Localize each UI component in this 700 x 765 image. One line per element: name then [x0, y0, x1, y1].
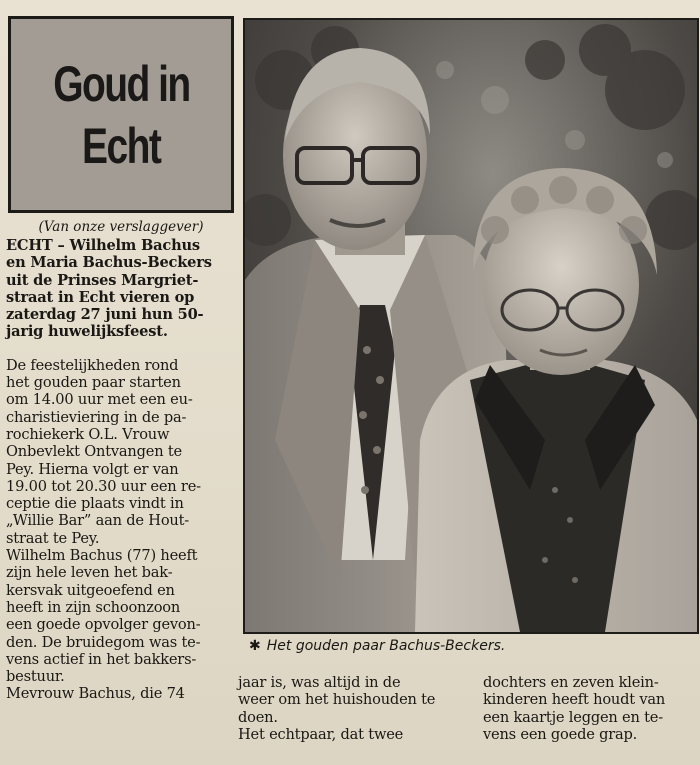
body-line: Pey. Hierna volgt er van [6, 460, 179, 478]
body-line: vens een goede grap. [483, 725, 638, 743]
body-line: Het echtpaar, dat twee [238, 725, 404, 743]
headline-line-1: Goud in [52, 55, 190, 112]
byline: (Van onze verslaggever) [38, 219, 204, 235]
body-line: 19.00 tot 20.30 uur een re- [6, 477, 201, 495]
photo-caption [249, 638, 689, 655]
body-line: een goede opvolger gevon- [6, 616, 201, 634]
body-line: om 14.00 uur met een eu- [6, 391, 193, 409]
lead-line: straat in Echt vieren op [6, 288, 195, 306]
caption-text: Het gouden paar Bachus-Beckers. [266, 638, 506, 654]
photo [243, 18, 699, 634]
body-line: rochiekerk O.L. Vrouw [6, 425, 170, 443]
body-line: „Willie Bar” aan de Hout- [6, 512, 189, 530]
lead-line: uit de Prinses Margriet- [6, 271, 199, 289]
body-line: Mevrouw Bachus, die 74 [6, 685, 185, 703]
body-line: den. De bruidegom was te- [6, 633, 201, 651]
article-column-middle [238, 674, 472, 743]
headline-line-2: Echt [81, 117, 161, 174]
body-line: ceptie die plaats vindt in [6, 495, 184, 513]
body-line: zijn hele leven het bak- [6, 564, 173, 582]
body-line: heeft in zijn schoonzoon [6, 598, 181, 616]
lead-line: zaterdag 27 juni hun 50- [6, 306, 204, 324]
couple-portrait-image [245, 20, 697, 632]
body-text-left [6, 357, 236, 703]
body-line: Onbevlekt Ontvangen te [6, 443, 182, 461]
body-line: kersvak uitgeoefend en [6, 581, 175, 599]
body-line: bestuur. [6, 668, 65, 686]
lead-paragraph [6, 237, 236, 341]
body-line: doen. [238, 708, 278, 726]
lead-line: jarig huwelijksfeest. [6, 323, 168, 341]
body-line: een kaartje leggen en te- [483, 708, 663, 726]
body-line: weer om het huishouden te [238, 691, 436, 709]
body-line: dochters en zeven klein- [483, 674, 659, 691]
body-line: charistieviering in de pa- [6, 408, 187, 426]
body-line: straat te Pey. [6, 529, 100, 547]
body-line: Wilhelm Bachus (77) heeft [6, 547, 198, 565]
caption-marker: ✱ [249, 638, 261, 654]
body-line: De feestelijkheden rond [6, 356, 179, 374]
lead-line: en Maria Bachus-Beckers [6, 254, 212, 272]
body-line: vens actief in het bakkers- [6, 650, 197, 668]
body-line: het gouden paar starten [6, 374, 181, 392]
lead-line: ECHT – Wilhelm Bachus [6, 237, 200, 254]
headline-box [8, 16, 234, 213]
article-column-right [483, 674, 695, 743]
article-column-left [6, 237, 236, 703]
body-line: jaar is, was altijd in de [238, 674, 401, 691]
body-line: kinderen heeft houdt van [483, 691, 666, 709]
